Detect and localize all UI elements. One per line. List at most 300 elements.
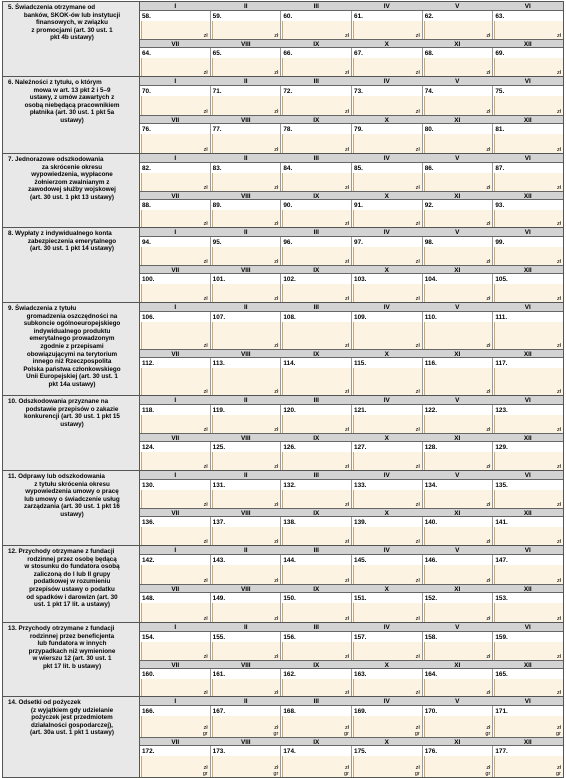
amount-cells [140, 669, 563, 697]
amount-cell [423, 124, 494, 153]
currency-unit: zł [415, 109, 420, 115]
currency-unit: zł [486, 389, 491, 395]
currency-unit: zł [415, 33, 420, 39]
amount-input[interactable] [353, 173, 422, 191]
amount-cell [423, 237, 494, 265]
amount-cell [423, 632, 494, 660]
field-number: 117. [495, 360, 508, 367]
section-grid [140, 471, 563, 545]
amount-input[interactable] [212, 322, 281, 349]
amount-cells [140, 405, 563, 433]
column-header: IV [383, 3, 390, 10]
amount-cells [140, 555, 563, 584]
amount-input[interactable] [424, 134, 493, 153]
amount-cell [493, 124, 563, 153]
amount-cell [423, 312, 494, 349]
currency-unit: zł [274, 653, 279, 660]
section-grid [140, 623, 563, 696]
amount-cell [493, 706, 563, 737]
amount-input[interactable] [141, 716, 210, 737]
amount-input[interactable] [212, 716, 281, 737]
field-number: 97. [354, 239, 363, 246]
amount-input[interactable] [141, 58, 210, 76]
column-header: IV [383, 472, 390, 479]
column-header: XI [454, 510, 461, 517]
section-description-line: gromadzenia oszczędności na [26, 312, 118, 320]
column-header: XI [454, 739, 461, 746]
amount-input[interactable] [141, 527, 210, 545]
column-header: XI [454, 117, 461, 124]
amount-input[interactable] [494, 210, 563, 228]
currency-unit: zł [415, 502, 420, 508]
amount-input[interactable] [424, 96, 493, 115]
column-header-row [140, 737, 563, 746]
field-number: 65. [212, 50, 222, 57]
form-section [3, 154, 563, 228]
field-number: 80. [424, 126, 434, 133]
amount-input[interactable] [212, 173, 281, 191]
field-number: 145. [354, 557, 367, 564]
column-header: III [313, 397, 319, 404]
currency-unit: zł [556, 464, 562, 470]
amount-cell [140, 11, 211, 39]
column-header: I [174, 78, 177, 85]
amount-input[interactable] [353, 527, 422, 545]
field-number: 139. [354, 519, 367, 526]
amount-cell [281, 124, 352, 153]
field-number: 96. [283, 239, 293, 246]
amount-input[interactable] [212, 21, 281, 39]
amount-input[interactable] [282, 58, 351, 76]
currency-unit: zł [486, 109, 491, 115]
amount-input[interactable] [282, 96, 351, 115]
field-number: 166. [142, 708, 155, 715]
amount-input[interactable] [494, 452, 563, 470]
amount-cell [140, 706, 211, 737]
amount-input[interactable] [353, 322, 422, 349]
section-title: 14. Odsetki od pożyczek [8, 699, 81, 706]
column-header: IV [383, 397, 390, 404]
currency-unit: zł [486, 690, 491, 696]
amount-cell [352, 312, 423, 349]
amount-cells [140, 274, 563, 302]
grid-row [140, 546, 563, 584]
amount-input[interactable] [282, 642, 351, 660]
amount-input[interactable] [282, 368, 351, 395]
amount-input[interactable] [494, 58, 563, 76]
field-number: 128. [424, 444, 438, 451]
amount-cell [493, 86, 563, 115]
column-header: X [384, 435, 389, 442]
amount-input[interactable] [424, 173, 493, 191]
section-description-line: pkt 14a ustawy) [48, 380, 96, 388]
subunit-unit: gr [485, 731, 491, 737]
amount-cell [211, 274, 282, 302]
column-header: VI [524, 624, 531, 631]
amount-input[interactable] [141, 415, 210, 433]
column-header-row [140, 471, 563, 480]
amount-input[interactable] [141, 679, 210, 697]
amount-input[interactable] [141, 565, 210, 584]
subunit-unit: gr [344, 731, 350, 737]
amount-input[interactable] [353, 247, 422, 265]
section-title: 13. Przychody otrzymane z fundacji [8, 625, 115, 632]
column-header: I [174, 547, 177, 554]
currency-unit: zł [203, 427, 208, 433]
amount-cells [140, 86, 563, 115]
field-number: 71. [212, 88, 222, 95]
grid-row [140, 623, 563, 660]
column-header-row [140, 508, 563, 517]
amount-cell [493, 555, 563, 584]
column-header: I [174, 155, 177, 162]
field-number: 110. [424, 314, 437, 321]
field-number: 82. [142, 165, 151, 172]
amount-cell [211, 517, 282, 545]
section-description-line: żołnierzom zwalnianym z [34, 178, 110, 186]
amount-input[interactable] [494, 490, 563, 508]
amount-input[interactable] [212, 603, 281, 622]
section-description-line: wypowiedzenia umowy o pracę [25, 488, 119, 496]
currency-unit: zł [203, 296, 208, 302]
currency-unit: zł [344, 184, 350, 191]
amount-input[interactable] [424, 21, 493, 39]
amount-input[interactable] [141, 490, 210, 508]
amount-input[interactable] [282, 284, 351, 302]
amount-cell [140, 593, 211, 622]
amount-cell [281, 555, 352, 584]
currency-unit: zł [274, 296, 279, 302]
amount-input[interactable] [212, 247, 281, 265]
amount-input[interactable] [212, 415, 281, 433]
section-description-line: osobą niebędącą pracownikiem [24, 101, 120, 109]
field-number: 62. [424, 13, 434, 20]
currency-unit: zł [556, 539, 562, 545]
amount-input[interactable] [494, 415, 563, 433]
amount-input[interactable] [282, 565, 351, 584]
amount-cell [352, 274, 423, 302]
amount-input[interactable] [494, 173, 563, 191]
amount-cell [493, 405, 563, 433]
column-header: X [384, 192, 389, 200]
amount-cell [140, 746, 211, 777]
amount-input[interactable] [141, 603, 210, 622]
column-header: X [384, 510, 389, 517]
column-header: XII [523, 661, 532, 669]
amount-input[interactable] [212, 58, 281, 76]
currency-unit: zł [274, 343, 279, 349]
field-number: 76. [142, 126, 151, 133]
amount-input[interactable] [282, 173, 351, 191]
amount-input[interactable] [424, 490, 493, 508]
section-description-line: lub umowy o świadczenie usług [24, 495, 120, 503]
amount-input[interactable] [212, 368, 281, 395]
field-number: 129. [495, 444, 508, 451]
amount-input[interactable] [282, 716, 351, 737]
amount-cell [352, 442, 423, 470]
amount-input[interactable] [212, 134, 281, 153]
amount-input[interactable] [353, 134, 422, 153]
column-header: X [384, 41, 389, 48]
amount-input[interactable] [141, 452, 210, 470]
section-description-line: podatkowej w rozumieniu [33, 578, 111, 586]
amount-input[interactable] [353, 603, 422, 622]
section-description-line: finansowych, w związku [35, 19, 109, 27]
amount-input[interactable] [353, 284, 422, 302]
column-header: X [384, 267, 389, 274]
amount-input[interactable] [424, 284, 493, 302]
column-header: XII [523, 510, 532, 517]
amount-input[interactable] [494, 322, 563, 349]
column-header: IX [313, 661, 320, 669]
amount-input[interactable] [141, 210, 210, 228]
amount-input[interactable] [282, 134, 351, 153]
amount-input[interactable] [353, 415, 422, 433]
amount-input[interactable] [141, 756, 210, 777]
column-header: VIII [240, 435, 251, 442]
amount-input[interactable] [212, 452, 281, 470]
amount-input[interactable] [424, 679, 493, 697]
field-number: 133. [354, 482, 367, 489]
section-label [3, 228, 140, 302]
amount-cell [281, 86, 352, 115]
currency-unit: zł [486, 502, 491, 508]
amount-cell [140, 669, 211, 697]
amount-cell [140, 163, 211, 191]
amount-cell [423, 274, 494, 302]
amount-input[interactable] [494, 642, 563, 660]
currency-unit: zł [203, 578, 208, 584]
amount-input[interactable] [494, 96, 563, 115]
section-title: 6. Należności z tytułu, o którym [8, 79, 102, 86]
amount-cell [281, 274, 352, 302]
field-number: 87. [495, 165, 505, 172]
amount-input[interactable] [353, 58, 422, 76]
amount-cell [211, 200, 282, 228]
column-header: VIII [240, 41, 251, 48]
amount-input[interactable] [141, 284, 210, 302]
section-description-line: podstawie przepisów o zakazie [25, 405, 119, 413]
amount-input[interactable] [141, 173, 210, 191]
amount-input[interactable] [494, 284, 563, 302]
amount-cell [493, 517, 563, 545]
amount-input[interactable] [424, 368, 493, 395]
amount-cell [140, 48, 211, 76]
amount-input[interactable] [141, 368, 210, 395]
amount-input[interactable] [494, 565, 563, 584]
amount-cell [352, 480, 423, 508]
amount-cell [352, 669, 423, 697]
column-header: II [243, 229, 248, 236]
amount-input[interactable] [282, 247, 351, 265]
currency-unit: zł [486, 653, 491, 660]
amount-input[interactable] [282, 322, 351, 349]
amount-input[interactable] [353, 679, 422, 697]
column-header: XII [523, 267, 532, 274]
amount-input[interactable] [353, 565, 422, 584]
amount-cell [140, 86, 211, 115]
amount-input[interactable] [494, 247, 563, 265]
column-header: I [174, 698, 177, 705]
amount-input[interactable] [424, 452, 493, 470]
section-label [3, 471, 140, 545]
column-header: III [313, 78, 319, 85]
field-number: 132. [283, 482, 296, 489]
amount-input[interactable] [212, 284, 281, 302]
currency-unit: zł [344, 259, 350, 265]
column-header: XII [523, 739, 532, 746]
currency-unit: zł [274, 616, 279, 622]
amount-cell [211, 237, 282, 265]
amount-input[interactable] [282, 603, 351, 622]
amount-input[interactable] [424, 415, 493, 433]
amount-input[interactable] [212, 679, 281, 697]
amount-input[interactable] [424, 756, 493, 777]
amount-input[interactable] [494, 368, 563, 395]
column-header: V [455, 3, 460, 10]
amount-input[interactable] [424, 642, 493, 660]
amount-input[interactable] [424, 603, 493, 622]
amount-input[interactable] [282, 452, 351, 470]
field-number: 173. [212, 748, 226, 755]
amount-input[interactable] [141, 134, 210, 153]
amount-input[interactable] [212, 527, 281, 545]
amount-input[interactable] [282, 527, 351, 545]
currency-unit: zł [415, 653, 420, 660]
amount-input[interactable] [353, 210, 422, 228]
subunit-unit: gr [202, 771, 208, 777]
amount-cell [493, 442, 563, 470]
amount-input[interactable] [424, 58, 493, 76]
amount-input[interactable] [282, 415, 351, 433]
amount-input[interactable] [212, 642, 281, 660]
column-header-row [140, 77, 563, 86]
amount-cells [140, 124, 563, 153]
amount-input[interactable] [282, 210, 351, 228]
amount-input[interactable] [353, 490, 422, 508]
amount-cell [211, 632, 282, 660]
column-header-row [140, 2, 563, 11]
amount-cell [281, 517, 352, 545]
amount-input[interactable] [212, 756, 281, 777]
column-header: XII [523, 351, 532, 358]
field-number: 90. [283, 201, 293, 209]
column-header-row [140, 660, 563, 669]
amount-cell [281, 163, 352, 191]
amount-input[interactable] [353, 96, 422, 115]
column-header: VII [171, 435, 180, 442]
amount-input[interactable] [212, 210, 281, 228]
amount-input[interactable] [494, 21, 563, 39]
field-number: 149. [212, 595, 226, 602]
amount-input[interactable] [141, 96, 210, 115]
currency-unit: zł [486, 221, 491, 227]
amount-input[interactable] [212, 565, 281, 584]
amount-input[interactable] [282, 490, 351, 508]
amount-input[interactable] [282, 679, 351, 697]
amount-input[interactable] [141, 642, 210, 660]
amount-cells [140, 312, 563, 349]
column-header: II [243, 698, 248, 705]
amount-input[interactable] [424, 210, 493, 228]
section-label [3, 77, 140, 153]
field-number: 93. [495, 201, 505, 209]
amount-cell [211, 86, 282, 115]
amount-input[interactable] [424, 322, 493, 349]
field-number: 131. [212, 482, 226, 489]
section-description-line: (art. 30 ust. 1 pkt 13 ustawy) [30, 193, 114, 201]
currency-unit: zł [486, 343, 491, 349]
amount-input[interactable] [494, 716, 563, 737]
amount-input[interactable] [424, 527, 493, 545]
amount-cell [211, 480, 282, 508]
column-header: VII [171, 117, 180, 124]
grid-row [140, 737, 563, 777]
amount-input[interactable] [494, 756, 563, 777]
currency-unit: zł [274, 70, 279, 76]
amount-cells [140, 593, 563, 622]
amount-input[interactable] [353, 21, 422, 39]
amount-input[interactable] [282, 756, 351, 777]
amount-input[interactable] [141, 322, 210, 349]
currency-unit: zł [556, 33, 562, 39]
column-header: VI [524, 3, 531, 10]
grid-row [140, 396, 563, 433]
currency-unit: zł [203, 725, 208, 731]
currency-unit: zł [344, 502, 350, 508]
field-number: 81. [495, 126, 505, 133]
amount-input[interactable] [424, 716, 493, 737]
amount-input[interactable] [494, 679, 563, 697]
amount-input[interactable] [353, 452, 422, 470]
field-number: 119. [212, 407, 225, 414]
column-header: X [384, 661, 389, 669]
currency-unit: zł [344, 221, 350, 227]
amount-input[interactable] [494, 527, 563, 545]
currency-unit: zł [344, 539, 350, 545]
amount-input[interactable] [141, 21, 210, 39]
amount-input[interactable] [424, 565, 493, 584]
amount-cell [493, 274, 563, 302]
amount-input[interactable] [141, 247, 210, 265]
amount-input[interactable] [282, 21, 351, 39]
currency-unit: zł [274, 578, 279, 584]
amount-input[interactable] [494, 134, 563, 153]
field-number: 160. [142, 670, 155, 678]
grid-row [140, 508, 563, 545]
currency-unit: zł [486, 765, 491, 771]
amount-input[interactable] [353, 756, 422, 777]
amount-input[interactable] [494, 603, 563, 622]
amount-cell [423, 746, 494, 777]
amount-input[interactable] [353, 716, 422, 737]
amount-cell [281, 11, 352, 39]
amount-input[interactable] [212, 490, 281, 508]
field-number: 111. [495, 314, 508, 321]
section-label [3, 546, 140, 622]
section-title: 12. Przychody otrzymane z fundacji [8, 548, 115, 555]
column-header: V [455, 547, 460, 554]
amount-input[interactable] [353, 642, 422, 660]
section-description-line: Unii Europejskiej (art. 30 ust. 1 [26, 373, 118, 381]
field-number: 91. [354, 201, 363, 209]
amount-input[interactable] [424, 247, 493, 265]
amount-cell [423, 593, 494, 622]
amount-cell [352, 358, 423, 395]
amount-input[interactable] [212, 96, 281, 115]
subunit-unit: gr [202, 731, 208, 737]
amount-input[interactable] [353, 368, 422, 395]
